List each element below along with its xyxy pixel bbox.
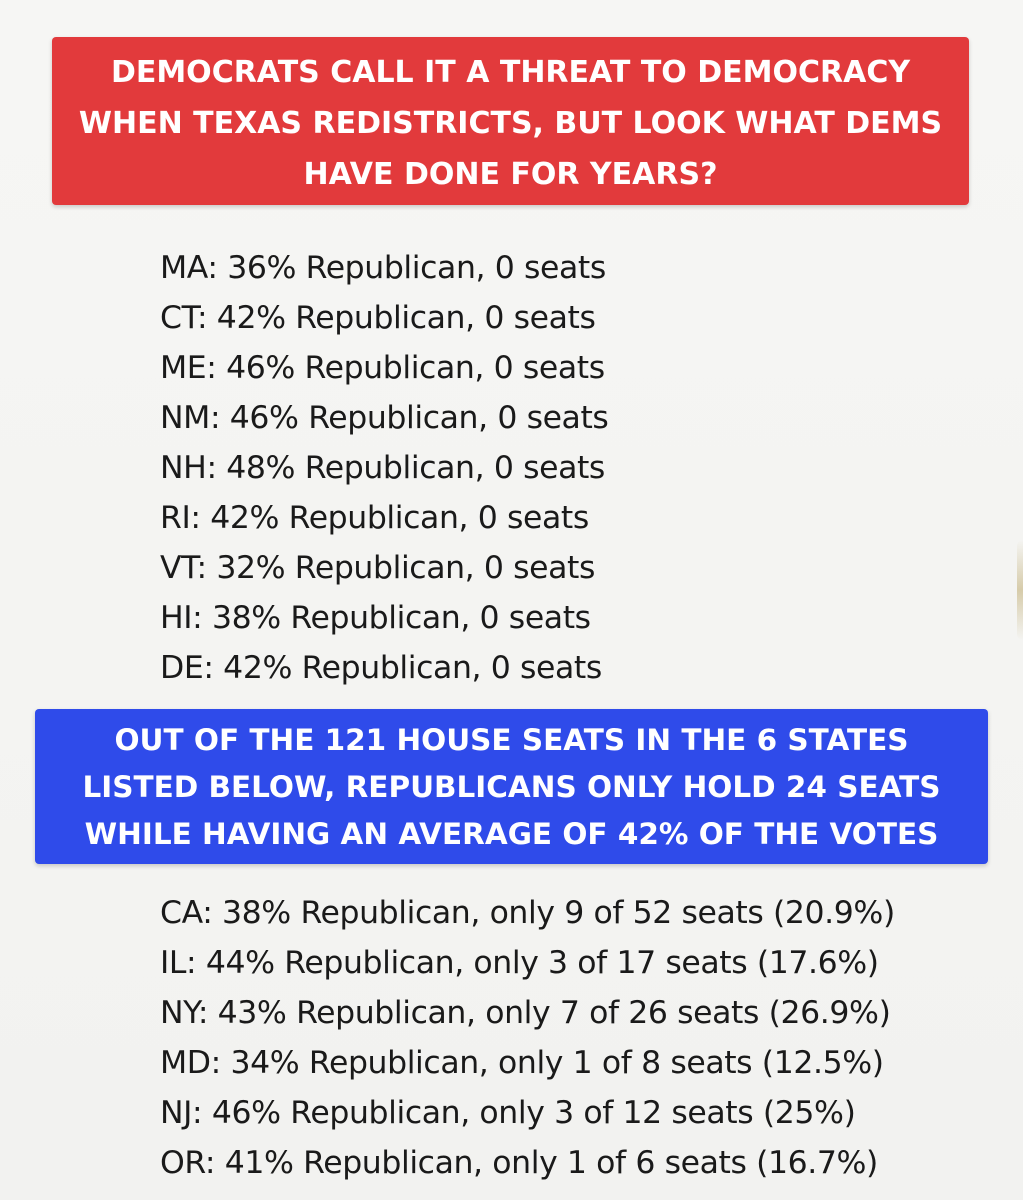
list-item-md: MD: 34% Republican, only 1 of 8 seats (12.5%) [160,1045,884,1081]
list-item-vt: VT: 32% Republican, 0 seats [160,550,596,586]
list-item-me: ME: 46% Republican, 0 seats [160,350,605,386]
list-item-hi: HI: 38% Republican, 0 seats [160,600,591,636]
zero-seat-states-list [160,243,608,693]
edge-shadow-mark [1017,540,1023,640]
list-item-ca: CA: 38% Republican, only 9 of 52 seats (20.9%) [160,895,895,931]
partial-seat-states-list [160,888,895,1188]
summary-banner-text: OUT OF THE 121 HOUSE SEATS IN THE 6 STATES LISTED BELOW, REPUBLICANS ONLY HOLD 24 SEATS WHILE HAVING AN AVERAGE OF 42% OF THE VOTES [82,723,941,851]
list-item-nj: NJ: 46% Republican, only 3 of 12 seats (25%) [160,1095,856,1131]
summary-banner [35,709,988,864]
list-item-ri: RI: 42% Republican, 0 seats [160,500,589,536]
list-item-de: DE: 42% Republican, 0 seats [160,650,602,686]
list-item-il: IL: 44% Republican, only 3 of 17 seats (17.6%) [160,945,879,981]
list-item-nh: NH: 48% Republican, 0 seats [160,450,605,486]
header-banner [52,37,969,205]
list-item-or: OR: 41% Republican, only 1 of 6 seats (16.7%) [160,1145,878,1181]
header-banner-text: DEMOCRATS CALL IT A THREAT TO DEMOCRACY WHEN TEXAS REDISTRICTS, BUT LOOK WHAT DEMS HAVE DONE FOR YEARS? [78,54,943,192]
list-item-ma: MA: 36% Republican, 0 seats [160,250,606,286]
list-item-nm: NM: 46% Republican, 0 seats [160,400,609,436]
list-item-ny: NY: 43% Republican, only 7 of 26 seats (26.9%) [160,995,891,1031]
list-item-ct: CT: 42% Republican, 0 seats [160,300,596,336]
